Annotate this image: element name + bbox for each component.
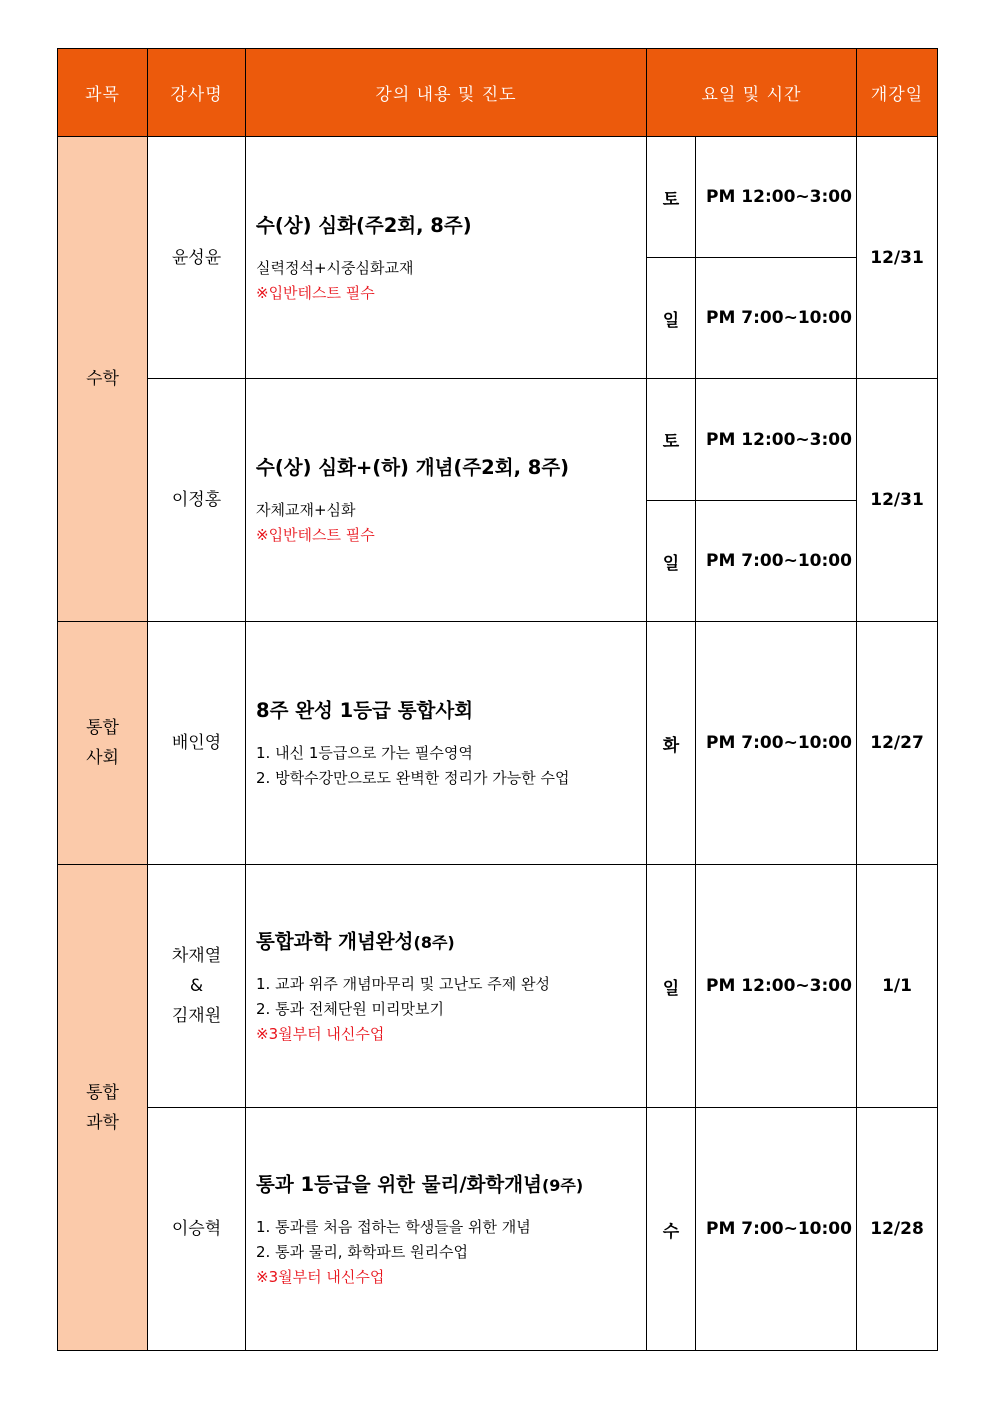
day-cell: 일 xyxy=(647,865,696,1108)
subject-cell-math xyxy=(58,137,148,622)
course-title: 8주 완성 1등급 통합사회 xyxy=(256,699,474,722)
header-start-date: 개강일 xyxy=(857,49,938,137)
course-title: 수(상) 심화(주2회, 8주) xyxy=(256,213,472,237)
header-content: 강의 내용 및 진도 xyxy=(246,49,647,137)
course-desc-line: 자체교재+심화 xyxy=(256,501,356,519)
course-desc-line: 1. 교과 위주 개념마무리 및 고난도 주제 완성 xyxy=(256,974,551,993)
day-cell: 화 xyxy=(647,622,696,865)
start-date-cell: 12/28 xyxy=(857,1108,938,1351)
day-cell: 일 xyxy=(647,501,696,622)
subject-cell-social xyxy=(58,622,148,865)
course-title-suffix: (8주) xyxy=(413,932,455,952)
teacher-name-1: 차재열 xyxy=(171,946,222,966)
course-title xyxy=(256,1169,636,1197)
teacher-cell: 윤성윤 xyxy=(148,137,246,379)
teacher-cell: 이정홍 xyxy=(148,379,246,622)
day-cell: 수 xyxy=(647,1108,696,1351)
course-content xyxy=(246,379,647,622)
header-schedule: 요일 및 시간 xyxy=(647,49,857,137)
header-subject: 과목 xyxy=(58,49,148,137)
time-cell: PM 12:00~3:00 xyxy=(696,379,857,501)
start-date-cell: 12/27 xyxy=(857,622,938,865)
course-title-text: 통합과학 개념완성 xyxy=(256,929,414,953)
time-cell: PM 7:00~10:00 xyxy=(696,622,857,865)
course-title-suffix: (9주) xyxy=(541,1175,584,1195)
table-row xyxy=(58,1108,938,1351)
course-note: ※입반테스트 필수 xyxy=(256,283,375,302)
teacher-cell: 이승혁 xyxy=(148,1108,246,1351)
time-cell: PM 7:00~10:00 xyxy=(696,1108,857,1351)
course-content xyxy=(246,865,647,1108)
table-row xyxy=(58,379,938,501)
course-content xyxy=(246,1108,647,1351)
subject-label-line2: 과학 xyxy=(86,1112,119,1133)
course-desc-line: 2. 통과 전체단원 미리맛보기 xyxy=(256,999,445,1018)
table-row xyxy=(58,622,938,865)
course-note: ※3월부터 내신수업 xyxy=(256,1024,385,1043)
day-cell: 일 xyxy=(647,258,696,379)
time-cell: PM 7:00~10:00 xyxy=(696,258,857,379)
time-cell: PM 7:00~10:00 xyxy=(696,501,857,622)
header-teacher: 강사명 xyxy=(148,49,246,137)
course-title xyxy=(256,926,636,954)
course-desc-line: 2. 통과 물리, 화학파트 원리수업 xyxy=(256,1242,469,1261)
course-note: ※3월부터 내신수업 xyxy=(256,1267,385,1286)
course-desc-line: 1. 통과를 처음 접하는 학생들을 위한 개념 xyxy=(256,1217,531,1236)
start-date-cell: 1/1 xyxy=(857,865,938,1108)
course-title-text: 통과 1등급을 위한 물리/화학개념 xyxy=(256,1172,542,1196)
course-note: ※입반테스트 필수 xyxy=(256,526,375,544)
course-desc-line: 1. 내신 1등급으로 가는 필수영역 xyxy=(256,744,473,762)
day-cell: 토 xyxy=(647,379,696,501)
subject-label: 수학 xyxy=(86,369,119,389)
teacher-name-2: 김재원 xyxy=(171,1006,222,1026)
teacher-ampersand: & xyxy=(189,976,204,996)
course-desc-line: 2. 방학수강만으로도 완벽한 정리가 가능한 수업 xyxy=(256,769,570,787)
course-desc-line: 실력정석+시중심화교재 xyxy=(256,258,414,277)
subject-label-line1: 통합 xyxy=(86,718,119,738)
time-cell: PM 12:00~3:00 xyxy=(696,865,857,1108)
course-content xyxy=(246,622,647,865)
teacher-cell: 배인영 xyxy=(148,622,246,865)
table-row xyxy=(58,865,938,1108)
lecture-schedule-table xyxy=(57,48,938,1351)
start-date-cell: 12/31 xyxy=(857,379,938,622)
subject-label-line1: 통합 xyxy=(86,1082,119,1103)
subject-cell-science xyxy=(58,865,148,1351)
header-row xyxy=(58,49,938,137)
course-title: 수(상) 심화+(하) 개념(주2회, 8주) xyxy=(256,456,570,479)
start-date-cell: 12/31 xyxy=(857,137,938,379)
subject-label-line2: 사회 xyxy=(86,748,119,768)
table-row xyxy=(58,137,938,258)
time-cell: PM 12:00~3:00 xyxy=(696,137,857,258)
teacher-cell xyxy=(148,865,246,1108)
day-cell: 토 xyxy=(647,137,696,258)
course-content xyxy=(246,137,647,379)
